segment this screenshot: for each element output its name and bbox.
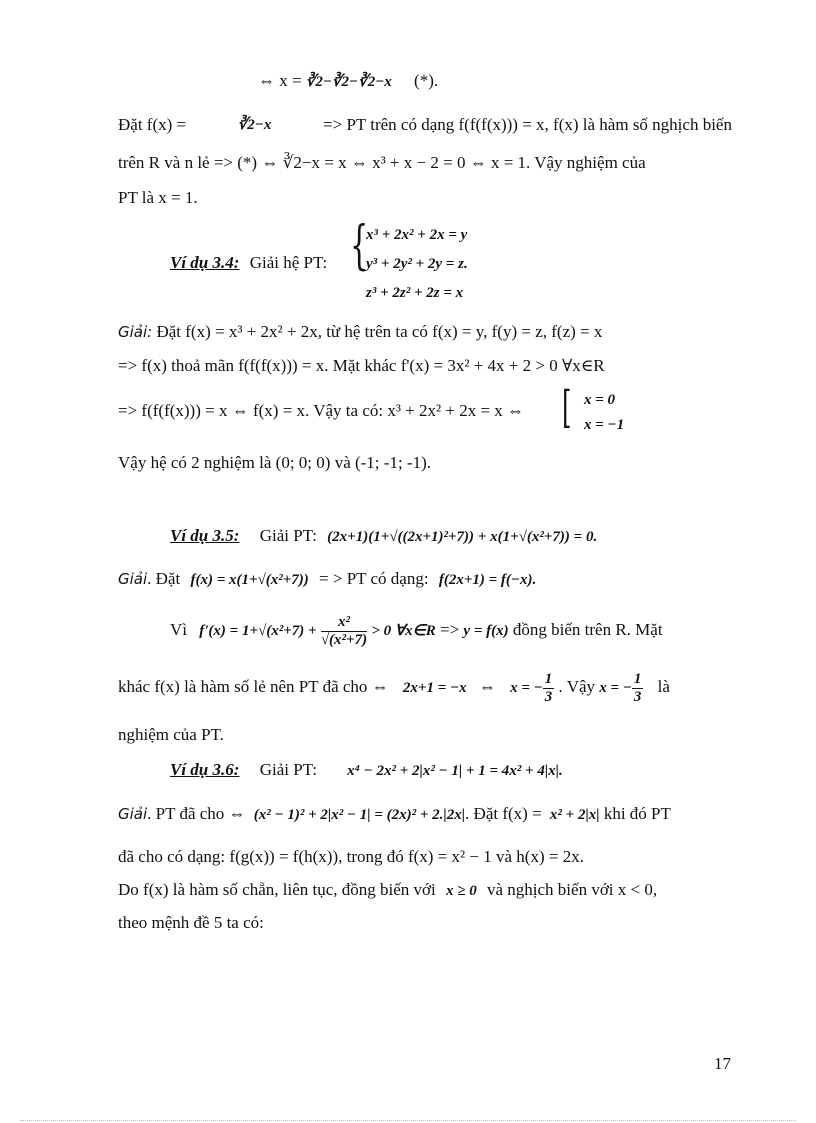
text-line: đã cho có dạng: f(g(x)) = f(h(x)), trong đó f(x) = x² − 1 và h(x) = 2x. (118, 847, 584, 866)
text-line: => f(f(f(x))) = x ⇔ f(x) = x. Vậy ta có: x³ + 2x² + 2x = x ⇔ (118, 401, 525, 420)
eq-star-line: ⇔ x = ∛2−∛2−∛2−x (*). (258, 71, 439, 90)
page-number: 17 (714, 1054, 731, 1073)
text-line: nghiệm của PT. (118, 725, 224, 744)
text-line: Giải: Đặt f(x) = x³ + 2x² + 2x, từ hệ trên ta có f(x) = y, f(y) = z, f(z) = x (118, 322, 603, 341)
text-line: Vậy hệ có 2 nghiệm là (0; 0; 0) và (-1; -1; -1). (118, 453, 431, 472)
example-3-6-heading: Ví dụ 3.6: Giải PT: x⁴ − 2x² + 2|x² − 1| + 1 = 4x² + 4|x|. (170, 760, 563, 779)
nested-cube-root: ∛2−∛2−∛2−x (305, 74, 392, 90)
system-eq-1: x³ + 2x² + 2x = y (366, 227, 468, 243)
example-3-4-heading: Ví dụ 3.4: Giải hệ PT: (170, 253, 328, 272)
text-line: theo mệnh đề 5 ta có: (118, 913, 264, 932)
text-line: Giải. Đặt f(x) = x(1+√(x²+7)) = > PT có dạng: f(2x+1) = f(−x). (118, 569, 537, 588)
text-line: Do f(x) là hàm số chẵn, liên tục, đồng biến với x ≥ 0 và nghịch biến với x < 0, (118, 880, 658, 899)
system-eq-2: y³ + 2y² + 2y = z. (366, 256, 468, 272)
text-line: trên R và n lẻ => (*) ⇔ ∛2−x = x ⇔ x³ + x − 2 = 0 ⇔ x = 1. Vậy nghiệm của (118, 153, 646, 172)
text-line: Đặt f(x) = ∛2−x => PT trên có dạng f(f(f(x))) = x, f(x) là hàm số nghịch biến (118, 115, 732, 134)
page-bottom-border (20, 1120, 796, 1121)
text-line: Giải. PT đã cho ⇔ (x² − 1)² + 2|x² − 1| = (2x)² + 2.|2x|. Đặt f(x) = x² + 2|x| khi đó PT (118, 804, 671, 823)
system-brace: { (350, 216, 369, 276)
example-3-5-heading: Ví dụ 3.5: Giải PT: (2x+1)(1+√((2x+1)²+7)) + x(1+√(x²+7)) = 0. (170, 526, 598, 545)
text-line: Vì f'(x) = 1+√(x²+7) + $\frac{\text{x²}}{\text{√(x²+7)}}$ > 0 ∀x∈R => y = f(x) đồng biến trên R. Mặt (170, 613, 663, 648)
fraction: $\frac{\text{x²}}{\text{√(x²+7)}}$ (320, 613, 368, 648)
text-line: PT là x = 1. (118, 188, 198, 207)
text-line: => f(x) thoả mãn f(f(f(x))) = x. Mặt khác f'(x) = 3x² + 4x + 2 > 0 ∀x∈R (118, 356, 605, 375)
system-eq-3: z³ + 2z² + 2z = x (366, 285, 464, 301)
text-line: khác f(x) là hàm số lẻ nên PT đã cho ⇔ 2x+1 = −x ⇔ x = − $\frac{1}{3}$ . Vậy x = − $\frac{1}{3}$ là (118, 670, 670, 705)
solution-bracket: [ (562, 382, 572, 433)
